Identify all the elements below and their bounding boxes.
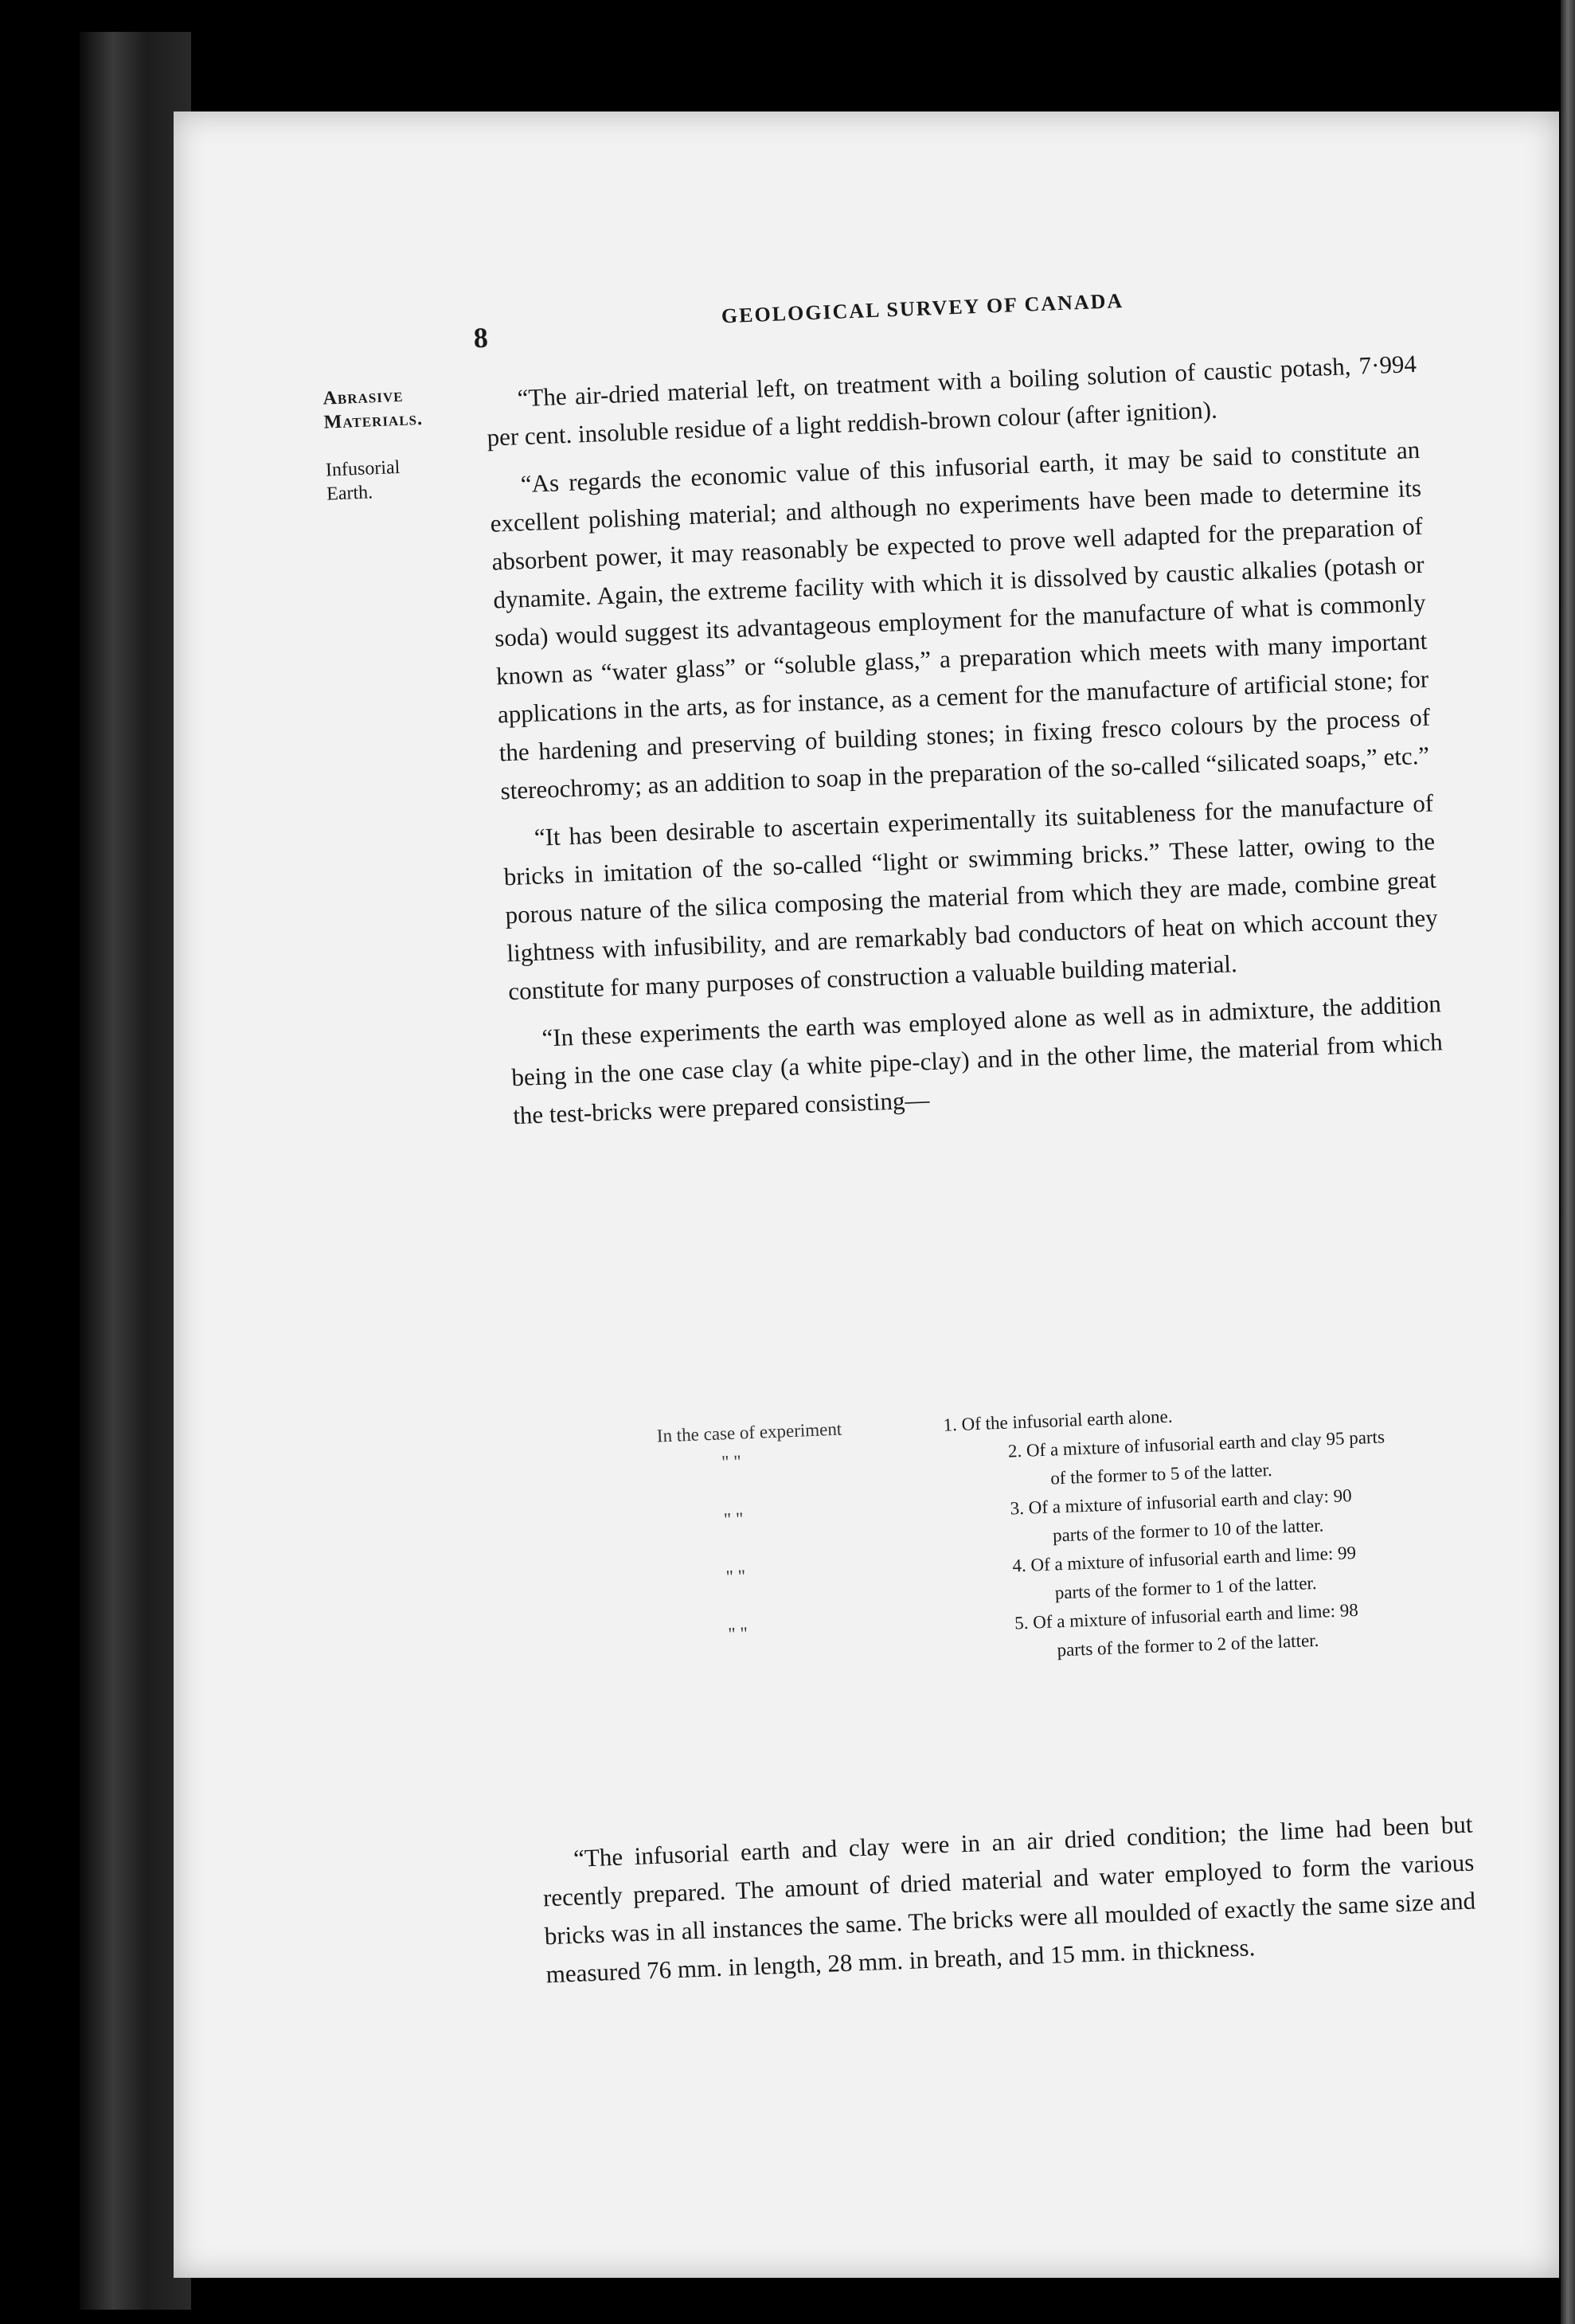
experiment-label-ditto: " "	[728, 1623, 748, 1645]
paragraph: “It has been desirable to ascertain experimentally its suitableness for the manufacture of bricks in imitation of the so-called “light or swimming bricks.” These latter, owing to the porous nature of the silica composing the material from which they are made, combine great lightness with infusibility, and are remarkably bad conductors of heat on which account they constitute for many purposes of construction a valuable building material.	[503, 788, 1439, 1006]
paragraph: “As regards the economic value of this infusorial earth, it may be said to constitute an excellent polishing material; and although no experiments have been made to determine its absorbent power, it may reasonably be expected to prove well adapted for the preparation of dynamite. Again, the extreme facility with which it is dissolved by caustic alkalies (potash or soda) would suggest its advantageous employment for the manufacture of what is commonly known as “water glass” or “soluble glass,” a preparation which meets with many important applications in the arts, as for instance, as a cement for the manufacture of artificial stone; for the hardening and preserving of building stones; in fixing fresco colours by the process of stereochromy; as an addition to soap in the preparation of the so-called “silicated soaps,” etc.”	[490, 435, 1431, 805]
experiment-label-ditto: " "	[721, 1451, 742, 1473]
margin-heading-line2: Materials.	[323, 408, 424, 433]
experiment-line: 3. Of a mixture of infusorial earth and clay: 90	[1010, 1485, 1353, 1519]
experiment-line: 4. Of a mixture of infusorial earth and lime: 99	[1011, 1542, 1357, 1576]
running-head: GEOLOGICAL SURVEY OF CANADA	[721, 288, 1124, 328]
document-page	[174, 112, 1559, 2278]
experiment-line-continued: parts of the former to 2 of the latter.	[1057, 1630, 1319, 1661]
margin-heading-line1: Abrasive	[322, 385, 404, 409]
experiment-line: 5. Of a mixture of infusorial earth and lime: 98	[1014, 1599, 1359, 1633]
experiment-list	[656, 1390, 1502, 1680]
body-text	[485, 345, 1445, 1144]
margin-subheading-line2: Earth.	[326, 482, 373, 505]
experiment-line-continued: of the former to 5 of the latter.	[1049, 1459, 1273, 1489]
paragraph: “The infusorial earth and clay were in an air dried condition; the lime had been but recently prepared. The amount of dried material and water employed to form the various bricks was in all instances the same. The bricks were all moulded of exactly the same size and measured 76 mm. in length, 28 mm. in breath, and 15 mm. in thickness.	[542, 1810, 1476, 1989]
experiment-label: In the case of experiment	[656, 1418, 842, 1446]
experiment-line-continued: parts of the former to 10 of the latter.	[1052, 1515, 1324, 1546]
paragraph: “The air-dried material left, on treatment with a boiling solution of caustic potash, 7·994 per cent. insoluble residue of a light reddish-brown colour (after ignition).	[486, 349, 1417, 452]
experiment-line: 2. Of a mixture of infusorial earth and clay 95 parts	[1007, 1426, 1385, 1461]
experiment-label-ditto: " "	[725, 1566, 746, 1587]
experiment-label-ditto: " "	[723, 1508, 744, 1530]
experiment-line-continued: parts of the former to 1 of the latter.	[1054, 1572, 1317, 1603]
paragraph: “In these experiments the earth was employed alone as well as in admixture, the addition being in the one case clay (a white pipe-clay) and in the other lime, the material from which the test-bricks were prepared consisting—	[510, 989, 1444, 1130]
experiment-line: 1. Of the infusorial earth alone.	[943, 1406, 1173, 1435]
margin-note	[322, 382, 455, 507]
final-paragraph-block	[541, 1806, 1478, 1994]
page-content	[141, 85, 1575, 2303]
page-number: 8	[473, 321, 489, 354]
margin-subheading-line1: Infusorial	[325, 457, 401, 481]
